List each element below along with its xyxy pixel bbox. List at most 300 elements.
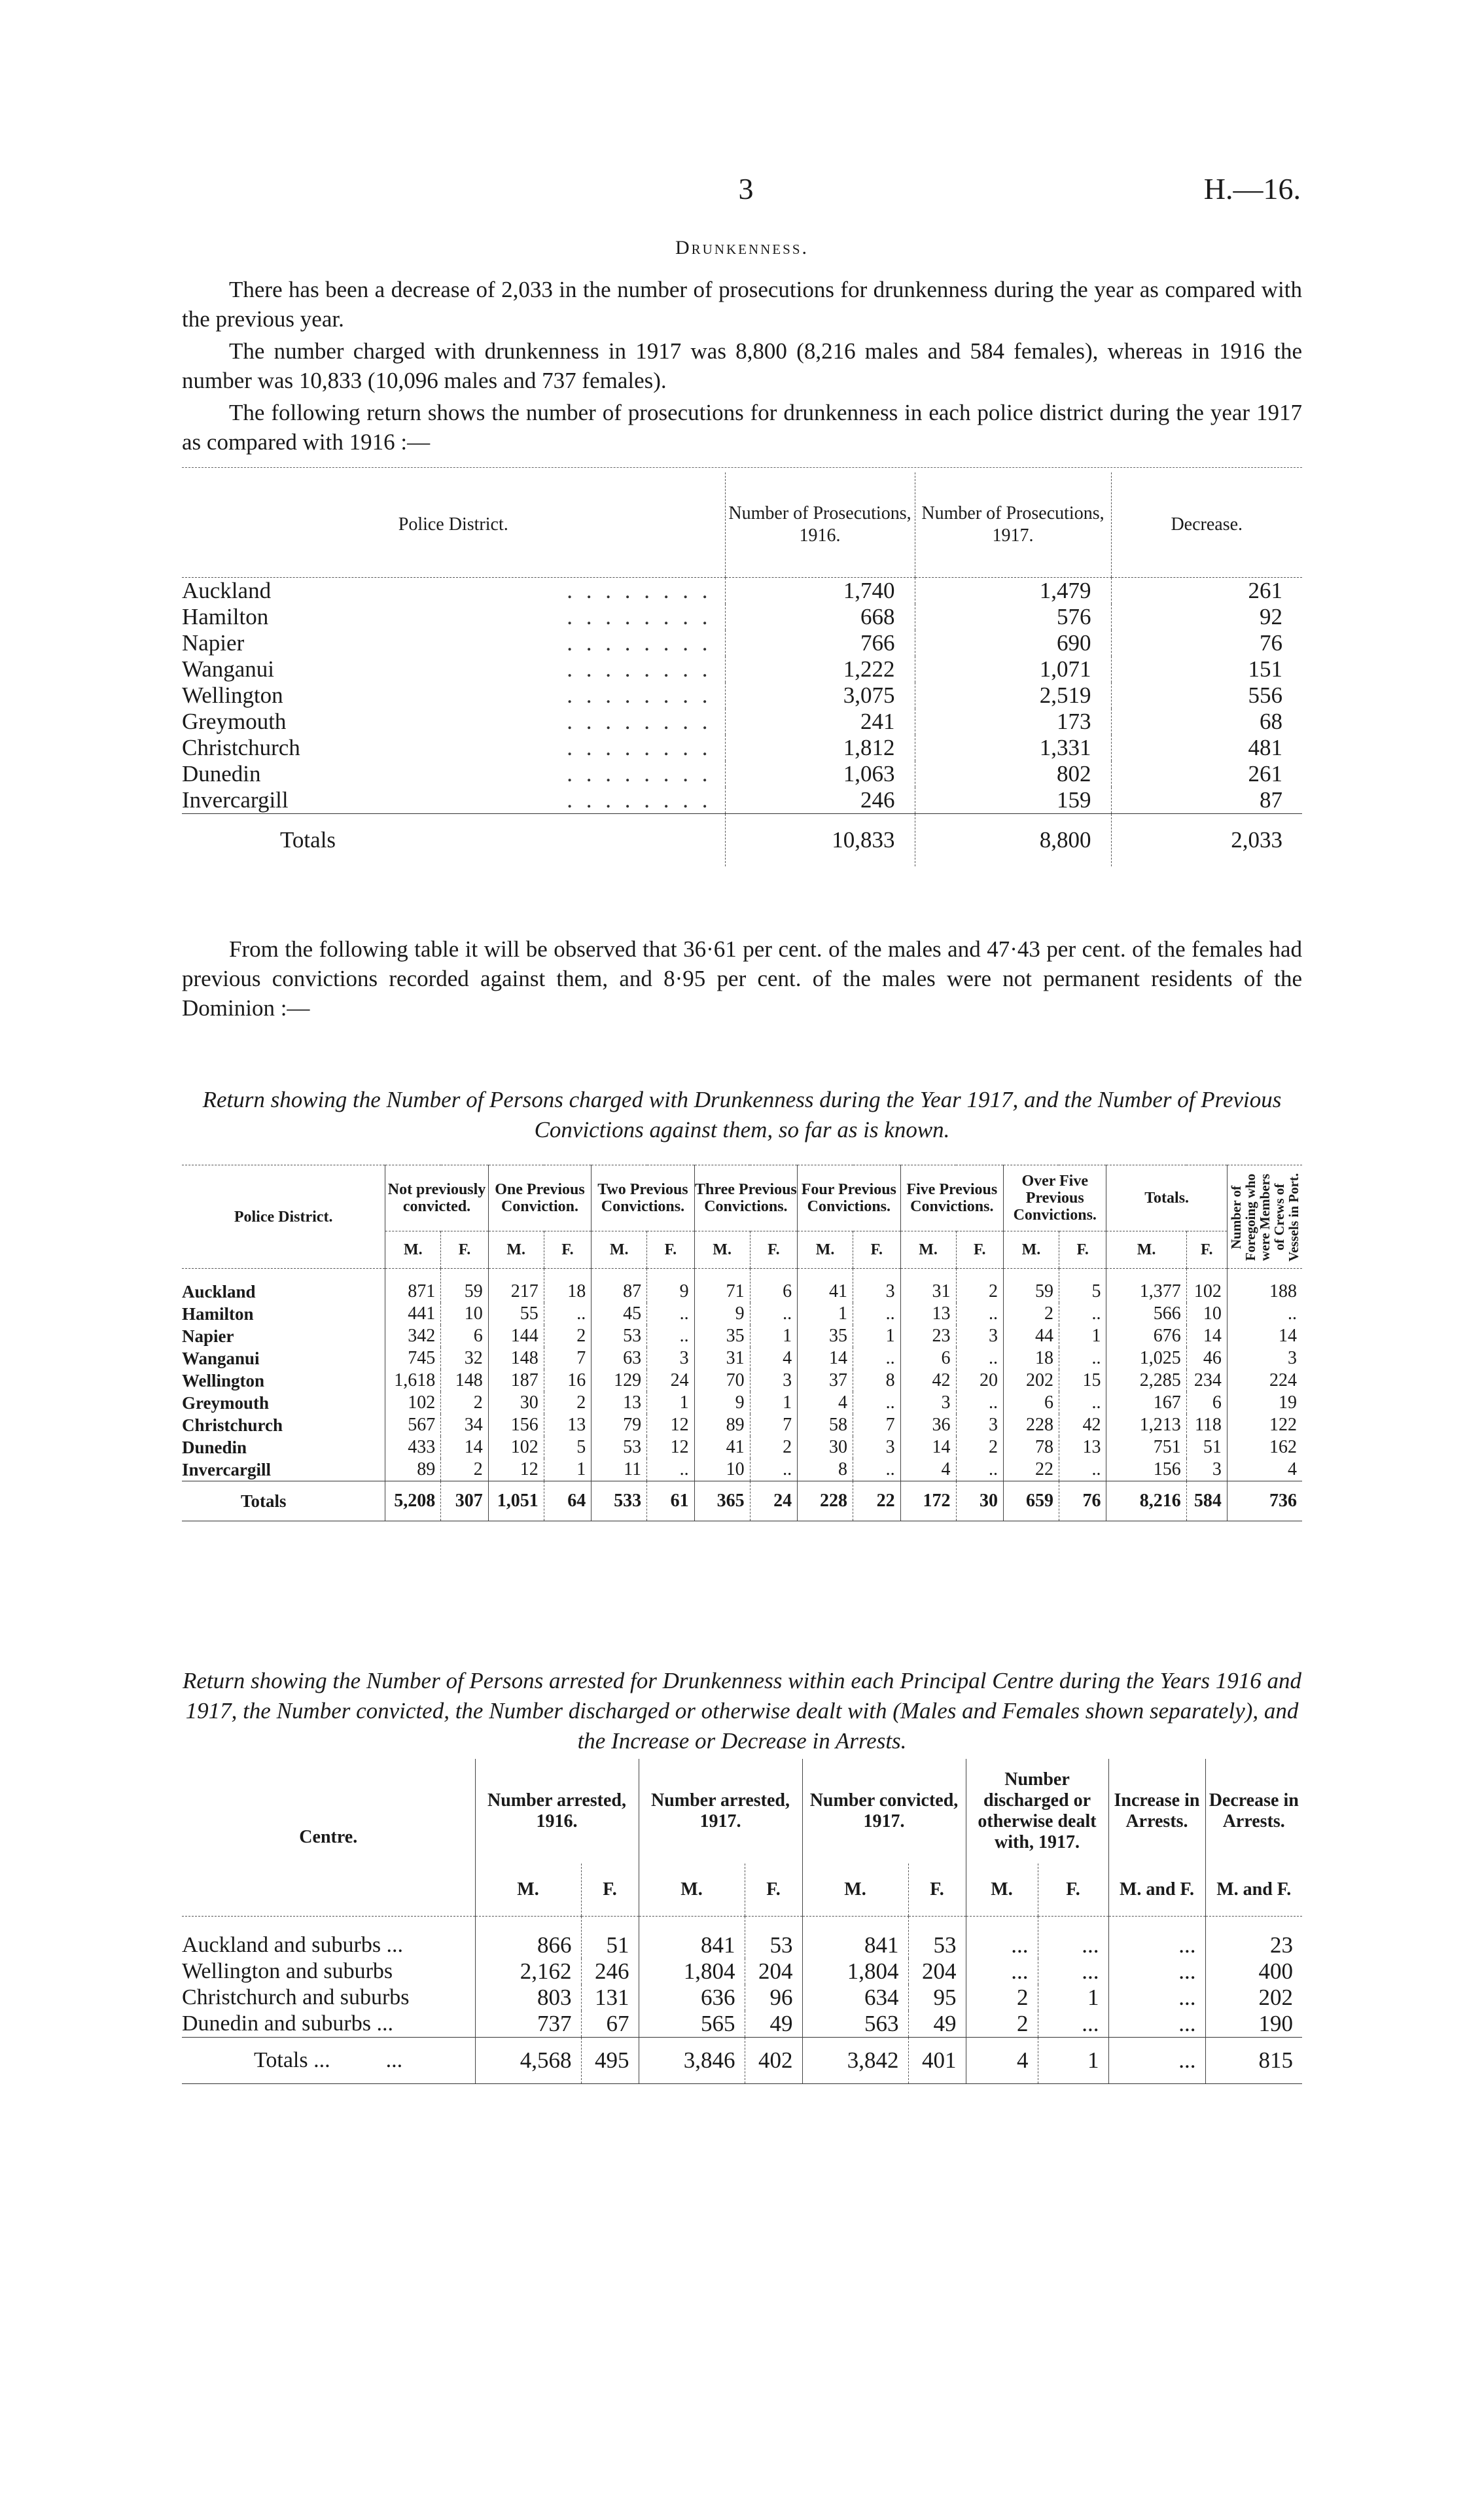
header-two-previous: Two Previous Convictions. <box>592 1165 694 1231</box>
count-cell: 1,213 <box>1106 1414 1186 1436</box>
district-cell <box>182 630 725 656</box>
count-cell: 95 <box>908 1985 966 2011</box>
count-cell: 841 <box>802 1917 908 1959</box>
totals-label: Totals <box>182 1481 385 1521</box>
header-m-and-f: M. and F. <box>1205 1864 1302 1917</box>
count-cell: 35 <box>798 1325 853 1347</box>
count-cell: 24 <box>647 1370 695 1392</box>
leader-dots: . . . . . . . . <box>567 682 712 708</box>
count-cell: 187 <box>488 1370 544 1392</box>
header-increase-in-arrests: Increase in Arrests. <box>1108 1759 1205 1864</box>
count-cell: 36 <box>900 1414 956 1436</box>
count-cell: 676 <box>1106 1325 1186 1347</box>
header-five-previous: Five Previous Convictions. <box>900 1165 1003 1231</box>
count-cell: .. <box>647 1459 695 1481</box>
convictions-row <box>182 1459 1302 1481</box>
count-cell: 12 <box>647 1414 695 1436</box>
convictions-row <box>182 1303 1302 1325</box>
count-cell: 1 <box>544 1459 592 1481</box>
count-cell: 636 <box>639 1985 745 2011</box>
arrests-table <box>182 1759 1302 2084</box>
totals-1916: 10,833 <box>725 814 915 867</box>
count-cell: 22 <box>1004 1459 1059 1481</box>
count-cell: 35 <box>694 1325 750 1347</box>
district-name: Invercargill <box>182 1460 271 1479</box>
leader-dots: . . . . . . . . <box>567 735 712 760</box>
count-cell: 2,285 <box>1106 1370 1186 1392</box>
count-cell: 59 <box>1004 1269 1059 1303</box>
count-cell: .. <box>853 1303 901 1325</box>
header-f: F. <box>908 1864 966 1917</box>
header-m: M. <box>592 1231 647 1269</box>
count-cell: 53 <box>592 1325 647 1347</box>
count-cell: 204 <box>908 1958 966 1985</box>
count-cell: 63 <box>592 1347 647 1370</box>
count-cell: 2 <box>966 2011 1038 2038</box>
prosecutions-1916: 3,075 <box>725 682 915 709</box>
count-cell: 67 <box>581 2011 639 2038</box>
count-cell: 402 <box>745 2038 802 2084</box>
header-m: M. <box>1106 1231 1186 1269</box>
count-cell: 64 <box>544 1481 592 1521</box>
leader-dots: . . . . . . . . <box>567 604 712 629</box>
count-cell: 841 <box>639 1917 745 1959</box>
decrease-value: 261 <box>1111 578 1302 605</box>
count-cell: 565 <box>639 2011 745 2038</box>
count-cell: 866 <box>475 1917 581 1959</box>
count-cell: 7 <box>750 1414 798 1436</box>
count-cell: 2 <box>956 1269 1004 1303</box>
count-cell: 6 <box>441 1325 489 1347</box>
count-cell: 87 <box>592 1269 647 1303</box>
decrease-value: 556 <box>1111 682 1302 709</box>
leader-dots: . . . . . . . . <box>567 656 712 682</box>
count-cell: .. <box>956 1392 1004 1414</box>
count-cell: 202 <box>1004 1370 1059 1392</box>
header-f: F. <box>853 1231 901 1269</box>
previous-convictions-table <box>182 1165 1302 1521</box>
header-discharged-1917: Number discharged or otherwise dealt with, 1917. <box>966 1759 1108 1864</box>
arrests-row <box>182 1917 1302 1959</box>
count-cell: 10 <box>441 1303 489 1325</box>
district-name: Dunedin <box>182 1438 247 1457</box>
count-cell: .. <box>956 1303 1004 1325</box>
prosecutions-row <box>182 630 1302 656</box>
centre-name: Wellington and suburbs <box>182 1959 393 1983</box>
count-cell: 19 <box>1227 1392 1302 1414</box>
count-cell: 234 <box>1186 1370 1227 1392</box>
count-cell: 217 <box>488 1269 544 1303</box>
prosecutions-1916: 1,222 <box>725 656 915 682</box>
count-cell: 4 <box>1227 1459 1302 1481</box>
count-cell: 659 <box>1004 1481 1059 1521</box>
prosecutions-1917: 159 <box>915 787 1111 814</box>
header-m: M. <box>488 1231 544 1269</box>
count-cell: 118 <box>1186 1414 1227 1436</box>
convictions-totals-row <box>182 1481 1302 1521</box>
count-cell: ... <box>1038 1917 1108 1959</box>
count-cell: 18 <box>1004 1347 1059 1370</box>
district-cell <box>182 578 725 605</box>
count-cell: 6 <box>1004 1392 1059 1414</box>
count-cell: 2 <box>1004 1303 1059 1325</box>
count-cell: 2 <box>966 1985 1038 2011</box>
count-cell: 16 <box>544 1370 592 1392</box>
prosecutions-row <box>182 604 1302 630</box>
count-cell: 4,568 <box>475 2038 581 2084</box>
count-cell: 131 <box>581 1985 639 2011</box>
count-cell: 13 <box>900 1303 956 1325</box>
count-cell: .. <box>853 1392 901 1414</box>
decrease-value: 261 <box>1111 761 1302 787</box>
count-cell: 144 <box>488 1325 544 1347</box>
count-cell: ... <box>1108 2038 1205 2084</box>
count-cell: 3 <box>1227 1347 1302 1370</box>
count-cell: 3,842 <box>802 2038 908 2084</box>
count-cell: 1 <box>1038 1985 1108 2011</box>
leader-dots: . . . . . . . . <box>567 761 712 787</box>
count-cell: 31 <box>694 1347 750 1370</box>
count-cell: 9 <box>694 1392 750 1414</box>
convictions-row <box>182 1392 1302 1414</box>
district-name: Hamilton <box>182 604 269 629</box>
count-cell: 2 <box>750 1436 798 1459</box>
count-cell: 1 <box>798 1303 853 1325</box>
count-cell: 162 <box>1227 1436 1302 1459</box>
count-cell: 51 <box>1186 1436 1227 1459</box>
totals-decrease: 2,033 <box>1111 814 1302 867</box>
count-cell: 129 <box>592 1370 647 1392</box>
header-f: F. <box>745 1864 802 1917</box>
count-cell: ... <box>1038 2011 1108 2038</box>
prosecutions-1917: 802 <box>915 761 1111 787</box>
count-cell: .. <box>750 1459 798 1481</box>
count-cell: 46 <box>1186 1347 1227 1370</box>
header-m: M. <box>639 1864 745 1917</box>
count-cell: 6 <box>1186 1392 1227 1414</box>
district-name: Greymouth <box>182 709 287 734</box>
count-cell: 1 <box>853 1325 901 1347</box>
count-cell: 2,162 <box>475 1958 581 1985</box>
count-cell: 76 <box>1059 1481 1106 1521</box>
count-cell: 1 <box>750 1392 798 1414</box>
convictions-row <box>182 1325 1302 1347</box>
district-name: Wellington <box>182 1371 265 1390</box>
prosecutions-1917: 173 <box>915 709 1111 735</box>
count-cell: 745 <box>385 1347 441 1370</box>
header-crews-of-vessels: Number of Foregoing who were Members of Crews of Vessels in Port. <box>1228 1172 1301 1262</box>
count-cell: 307 <box>441 1481 489 1521</box>
count-cell: 815 <box>1205 2038 1302 2084</box>
count-cell: 32 <box>441 1347 489 1370</box>
totals-label: Totals <box>280 827 336 853</box>
prosecutions-1917: 1,331 <box>915 735 1111 761</box>
count-cell: 78 <box>1004 1436 1059 1459</box>
paragraph-charged: The number charged with drunkenness in 1917 was 8,800 (8,216 males and 584 females), whereas in 1916 the number was 10,833 (10,096 males and 737 females). <box>182 338 1302 393</box>
header-m-and-f: M. and F. <box>1108 1864 1205 1917</box>
decrease-value: 151 <box>1111 656 1302 682</box>
count-cell: .. <box>647 1325 695 1347</box>
prosecutions-1916: 668 <box>725 604 915 630</box>
count-cell: 14 <box>900 1436 956 1459</box>
document-code: H.—16. <box>1203 172 1301 205</box>
count-cell: ... <box>1038 1958 1108 1985</box>
count-cell: 2 <box>441 1459 489 1481</box>
prosecutions-table <box>182 472 1302 866</box>
count-cell: 1,025 <box>1106 1347 1186 1370</box>
count-cell: 148 <box>441 1370 489 1392</box>
count-cell: 59 <box>441 1269 489 1303</box>
header-not-previously-convicted: Not previously convicted. <box>385 1165 488 1231</box>
prosecutions-1917: 690 <box>915 630 1111 656</box>
prosecutions-1916: 766 <box>725 630 915 656</box>
section-title: Drunkenness. <box>675 237 809 258</box>
count-cell: 14 <box>1227 1325 1302 1347</box>
prosecutions-1916: 1,740 <box>725 578 915 605</box>
count-cell: 1,051 <box>488 1481 544 1521</box>
district-name: Napier <box>182 630 245 656</box>
count-cell: 3 <box>956 1414 1004 1436</box>
count-cell: .. <box>544 1303 592 1325</box>
count-cell: 37 <box>798 1370 853 1392</box>
header-m: M. <box>1004 1231 1059 1269</box>
convictions-row <box>182 1370 1302 1392</box>
header-f: F. <box>581 1864 639 1917</box>
paragraph-percentages: From the following table it will be observed that 36·61 per cent. of the males and 47·43 per cent. of the females had previous convictions recorded against them, and 8·95 per cent. of the males were not permanent residents of the Dominion :— <box>182 936 1302 1021</box>
count-cell: 156 <box>1106 1459 1186 1481</box>
count-cell: 45 <box>592 1303 647 1325</box>
count-cell: 61 <box>647 1481 695 1521</box>
header-f: F. <box>441 1231 489 1269</box>
header-arrested-1917: Number arrested, 1917. <box>639 1759 802 1864</box>
count-cell: 441 <box>385 1303 441 1325</box>
count-cell: 3 <box>853 1269 901 1303</box>
prosecutions-row <box>182 656 1302 682</box>
count-cell: ... <box>1108 2011 1205 2038</box>
count-cell: 533 <box>592 1481 647 1521</box>
count-cell: 737 <box>475 2011 581 2038</box>
prosecutions-row <box>182 761 1302 787</box>
totals-label: Totals ... ... <box>182 2038 475 2084</box>
arrests-row <box>182 1958 1302 1985</box>
district-name: Wanganui <box>182 656 275 682</box>
decrease-value: 87 <box>1111 787 1302 814</box>
count-cell: 24 <box>750 1481 798 1521</box>
convictions-row <box>182 1269 1302 1303</box>
count-cell: 156 <box>488 1414 544 1436</box>
count-cell: 30 <box>488 1392 544 1414</box>
count-cell: 2 <box>544 1325 592 1347</box>
count-cell: 89 <box>385 1459 441 1481</box>
district-name: Christchurch <box>182 1415 283 1435</box>
leader-dots: . . . . . . . . <box>567 787 712 813</box>
prosecutions-body <box>182 578 1302 814</box>
count-cell: .. <box>750 1303 798 1325</box>
table2-caption: Return showing the Number of Persons charged with Drunkenness during the Year 1917, and the Number of Previous Convictions against them, so far as is known. <box>202 1087 1282 1142</box>
decrease-value: 68 <box>1111 709 1302 735</box>
count-cell: 1,377 <box>1106 1269 1186 1303</box>
count-cell: 228 <box>798 1481 853 1521</box>
count-cell: 10 <box>694 1459 750 1481</box>
count-cell: 7 <box>544 1347 592 1370</box>
prosecutions-row <box>182 709 1302 735</box>
count-cell: 1 <box>1038 2038 1108 2084</box>
count-cell: 1 <box>1059 1325 1106 1347</box>
count-cell: 79 <box>592 1414 647 1436</box>
count-cell: 20 <box>956 1370 1004 1392</box>
count-cell: 8 <box>798 1459 853 1481</box>
count-cell: .. <box>956 1459 1004 1481</box>
district-cell <box>182 604 725 630</box>
count-cell: 13 <box>544 1414 592 1436</box>
convictions-group-header-row <box>182 1165 1302 1231</box>
count-cell: 188 <box>1227 1269 1302 1303</box>
count-cell: .. <box>853 1459 901 1481</box>
header-m: M. <box>798 1231 853 1269</box>
count-cell: 1,804 <box>639 1958 745 1985</box>
header-m: M. <box>900 1231 956 1269</box>
district-name: Wanganui <box>182 1349 260 1368</box>
count-cell: 584 <box>1186 1481 1227 1521</box>
count-cell: 190 <box>1205 2011 1302 2038</box>
table3-caption: Return showing the Number of Persons arrested for Drunkenness within each Principal Centre during the Years 1916 and 1917, the Number convicted, the Number discharged or otherwise dealt with (Males and Females shown separately), and the Increase or Decrease in Arrests. <box>182 1668 1302 1754</box>
header-arrested-1916: Number arrested, 1916. <box>475 1759 639 1864</box>
district-cell <box>182 656 725 682</box>
header-f: F. <box>1186 1231 1227 1269</box>
count-cell: 30 <box>956 1481 1004 1521</box>
leader-dots: . . . . . . . . <box>567 630 712 656</box>
paragraph-return-intro: The following return shows the number of prosecutions for drunkenness in each police district during the year 1917 as compared with 1916 :— <box>182 400 1302 455</box>
count-cell: 3 <box>853 1436 901 1459</box>
count-cell: .. <box>853 1347 901 1370</box>
header-four-previous: Four Previous Convictions. <box>798 1165 900 1231</box>
count-cell: 13 <box>1059 1436 1106 1459</box>
prosecutions-1917: 1,479 <box>915 578 1111 605</box>
count-cell: 14 <box>1186 1325 1227 1347</box>
district-name: Napier <box>182 1326 234 1346</box>
count-cell: 53 <box>745 1917 802 1959</box>
prosecutions-header-row <box>182 472 1302 578</box>
header-prosecutions-1917: Number of Prosecutions, 1917. <box>915 472 1111 578</box>
count-cell: 14 <box>441 1436 489 1459</box>
district-cell <box>182 682 725 709</box>
paragraph-decrease: There has been a decrease of 2,033 in the number of prosecutions for drunkenness during the year as compared with the previous year. <box>182 277 1302 332</box>
count-cell: 736 <box>1227 1481 1302 1521</box>
count-cell: .. <box>1227 1303 1302 1325</box>
count-cell: 70 <box>694 1370 750 1392</box>
count-cell: 18 <box>544 1269 592 1303</box>
leader-dots: . . . . . . . . <box>567 709 712 734</box>
count-cell: 563 <box>802 2011 908 2038</box>
count-cell: 3 <box>750 1370 798 1392</box>
header-f: F. <box>1059 1231 1106 1269</box>
count-cell: 5 <box>544 1436 592 1459</box>
district-name: Auckland <box>182 578 272 603</box>
count-cell: 204 <box>745 1958 802 1985</box>
count-cell: 53 <box>592 1436 647 1459</box>
header-f: F. <box>1038 1864 1108 1917</box>
count-cell: 148 <box>488 1347 544 1370</box>
count-cell: 30 <box>798 1436 853 1459</box>
count-cell: 102 <box>1186 1269 1227 1303</box>
arrests-row <box>182 2011 1302 2038</box>
count-cell: 12 <box>647 1436 695 1459</box>
decrease-value: 481 <box>1111 735 1302 761</box>
district-cell <box>182 787 725 814</box>
count-cell: .. <box>1059 1459 1106 1481</box>
convictions-row <box>182 1414 1302 1436</box>
header-decrease: Decrease. <box>1111 472 1302 578</box>
district-name: Dunedin <box>182 761 261 787</box>
header-police-district: Police District. <box>182 1165 385 1269</box>
prosecutions-1916: 1,063 <box>725 761 915 787</box>
count-cell: 495 <box>581 2038 639 2084</box>
table1-top-rule <box>182 467 1302 468</box>
header-f: F. <box>956 1231 1004 1269</box>
district-cell <box>182 735 725 761</box>
count-cell: 23 <box>1205 1917 1302 1959</box>
count-cell: 8 <box>853 1370 901 1392</box>
count-cell: .. <box>1059 1392 1106 1414</box>
count-cell: 224 <box>1227 1370 1302 1392</box>
centre-name: Auckland and suburbs ... <box>182 1933 404 1957</box>
centre-name: Christchurch and suburbs <box>182 1985 410 2009</box>
count-cell: 871 <box>385 1269 441 1303</box>
count-cell: 15 <box>1059 1370 1106 1392</box>
prosecutions-1917: 1,071 <box>915 656 1111 682</box>
decrease-value: 92 <box>1111 604 1302 630</box>
count-cell: 2 <box>441 1392 489 1414</box>
prosecutions-totals-row <box>182 814 1302 867</box>
header-f: F. <box>544 1231 592 1269</box>
leader-dots: . . . . . . . . <box>567 578 712 603</box>
count-cell: 4 <box>798 1392 853 1414</box>
count-cell: 96 <box>745 1985 802 2011</box>
totals-label-cell <box>182 814 725 867</box>
count-cell: 53 <box>908 1917 966 1959</box>
count-cell: 567 <box>385 1414 441 1436</box>
header-m: M. <box>966 1864 1038 1917</box>
count-cell: 4 <box>966 2038 1038 2084</box>
count-cell: 31 <box>900 1269 956 1303</box>
count-cell: 4 <box>750 1347 798 1370</box>
prosecutions-row <box>182 682 1302 709</box>
district-name: Hamilton <box>182 1304 254 1324</box>
prosecutions-1917: 2,519 <box>915 682 1111 709</box>
count-cell: ... <box>1108 1958 1205 1985</box>
count-cell: 751 <box>1106 1436 1186 1459</box>
convictions-row <box>182 1347 1302 1370</box>
arrests-totals-row <box>182 2038 1302 2084</box>
count-cell: 58 <box>798 1414 853 1436</box>
district-cell <box>182 761 725 787</box>
count-cell: 49 <box>908 2011 966 2038</box>
count-cell: 10 <box>1186 1303 1227 1325</box>
count-cell: 172 <box>900 1481 956 1521</box>
count-cell: 49 <box>745 2011 802 2038</box>
count-cell: 7 <box>853 1414 901 1436</box>
count-cell: 6 <box>900 1347 956 1370</box>
arrests-group-header-row <box>182 1759 1302 1864</box>
district-name: Auckland <box>182 1282 256 1301</box>
count-cell: ... <box>966 1958 1038 1985</box>
count-cell: 3 <box>956 1325 1004 1347</box>
prosecutions-row <box>182 735 1302 761</box>
count-cell: 3,846 <box>639 2038 745 2084</box>
header-decrease-in-arrests: Decrease in Arrests. <box>1205 1759 1302 1864</box>
count-cell: 228 <box>1004 1414 1059 1436</box>
count-cell: 42 <box>1059 1414 1106 1436</box>
